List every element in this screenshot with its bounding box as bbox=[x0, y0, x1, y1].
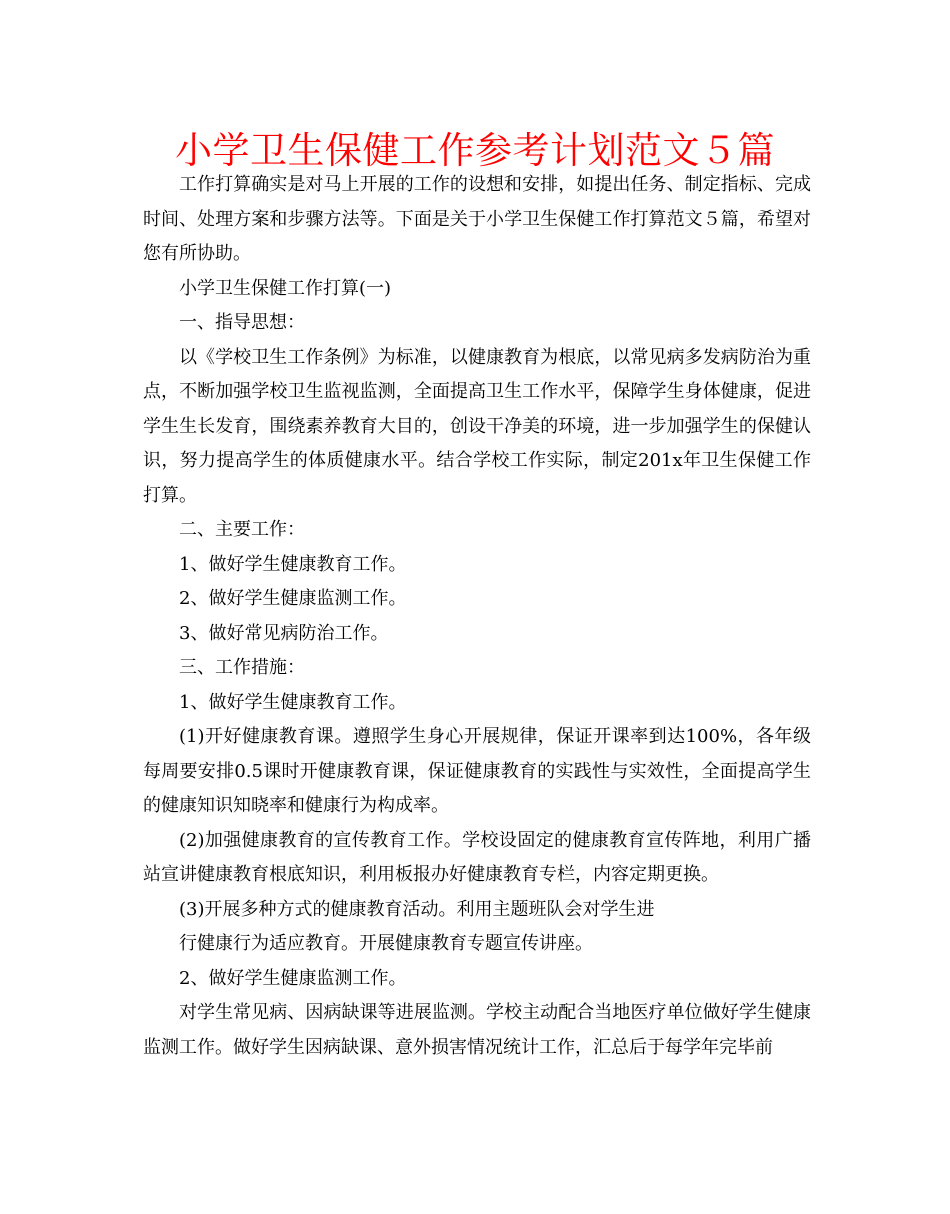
intro-paragraph: 工作打算确实是对马上开展的工作的设想和安排，如提出任务、制定指标、完成时间、处理方案和步骤方法等。下面是关于小学卫生保健工作打算范文５篇，希望对您有所协助。 bbox=[143, 174, 811, 264]
paragraph-guiding-thought: 以《学校卫生工作条例》为标准，以健康教育为根底，以常见病多发病防治为重点，不断加强学校卫生监视监测，全面提高卫生工作水平，保障学生身体健康，促进学生生长发育，围绕素养教育大目的，创设干净美的环境，进一步加强学生的保健认识，努力提高学生的体质健康水平。结合学校工作实际，制定201x年卫生保健工作打算。 bbox=[143, 346, 811, 506]
subheading-health-education: 1、做好学生健康教育工作。 bbox=[179, 691, 407, 713]
document-title: 小学卫生保健工作参考计划范文５篇 bbox=[175, 129, 775, 172]
subheading-health-monitoring: 2、做好学生健康监测工作。 bbox=[179, 967, 407, 989]
section-subtitle: 小学卫生保健工作打算(一) bbox=[179, 277, 392, 299]
paragraph-measure-2: (2)加强健康教育的宣传教育工作。学校设固定的健康教育宣传阵地，利用广播站宣讲健康教育根底知识，利用板报办好健康教育专栏，内容定期更换。 bbox=[143, 829, 811, 885]
paragraph-measure-1: (1)开好健康教育课。遵照学生身心开展规律，保证开课率到达100%，各年级每周要安排0.5课时开健康教育课，保证健康教育的实践性与实效性，全面提高学生的健康知识知晓率和健康行为构成率。 bbox=[143, 726, 811, 816]
heading-guiding-thought: 一、指导思想： bbox=[179, 312, 305, 333]
paragraph-health-monitoring: 对学生常见病、因病缺课等进展监测。学校主动配合当地医疗单位做好学生健康监测工作。做好学生因病缺课、意外损害情况统计工作，汇总后于每学年完毕前 bbox=[143, 1002, 811, 1058]
paragraph-measure-3: (3)开展多种方式的健康教育活动。利用主题班队会对学生进 bbox=[179, 898, 655, 920]
list-item: 1、做好学生健康教育工作。 bbox=[179, 553, 407, 575]
list-item: 3、做好常见病防治工作。 bbox=[179, 622, 389, 644]
document-body bbox=[143, 168, 811, 1065]
heading-work-measures: 三、工作措施： bbox=[179, 657, 305, 678]
list-item: 2、做好学生健康监测工作。 bbox=[179, 588, 407, 609]
paragraph-measure-3-continued: 行健康行为适应教育。开展健康教育专题宣传讲座。 bbox=[179, 933, 593, 954]
heading-main-work: 二、主要工作： bbox=[179, 519, 305, 540]
